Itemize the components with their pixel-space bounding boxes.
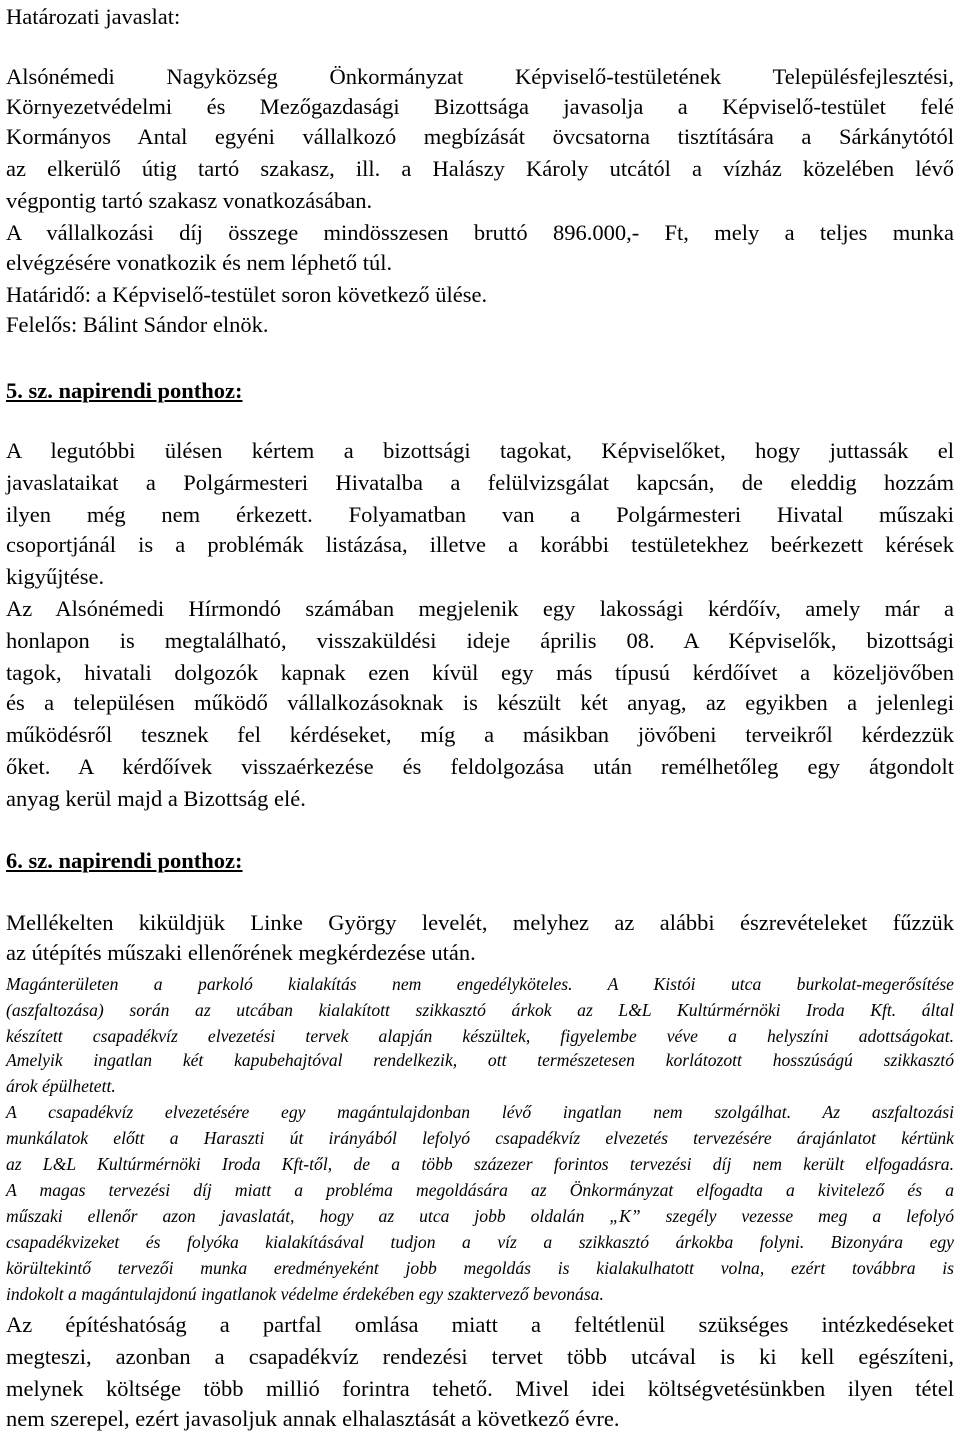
closing-line: megteszi, azonban a csapadékvíz rendezési tervet több utcával is ki kell egészíteni,: [6, 1344, 954, 1369]
deadline-line: Határidő: a Képviselő-testület soron következő ülése.: [6, 282, 488, 307]
resolution-line: Alsónémedi Nagyközség Önkormányzat Képviselő-testületének Településfejlesztési,: [6, 64, 954, 89]
closing-line: nem szerepel, ezért javasoljuk annak elhalasztását a következő évre.: [6, 1406, 620, 1431]
resolution-line: elvégzésére vonatkozik és nem léphető túl.: [6, 250, 393, 275]
resolution-line: Környezetvédelmi és Mezőgazdasági Bizottsága javasolja a Képviselő-testület felé: [6, 94, 954, 119]
section-5-line: működésről tesznek fel kérdéseket, míg a másikban jövőbeni terveikről kérdezzük: [6, 722, 954, 747]
italic-note-line: műszaki ellenőr azon javaslatát, hogy az utca jobb oldalán „K” szegély vezesse meg a lefolyó: [6, 1206, 954, 1226]
section-5-line: és a településen működő vállalkozásoknak is készült két anyag, az egyikben a jelenlegi: [6, 690, 954, 715]
resolution-line: az elkerülő útig tartó szakasz, ill. a Halászy Károly utcától a vízház közelében lévő: [6, 156, 954, 181]
section-5-line: kigyűjtése.: [6, 564, 105, 589]
section-5-line: csoportjánál is a problémák listázása, illetve a korábbi testületekhez beérkezett kérések: [6, 532, 954, 557]
italic-note-line: az L&L Kultúrmérnöki Iroda Kft-től, de a több százezer forintos tervezési díj nem került elfogadásra.: [6, 1154, 954, 1174]
italic-note-line: A csapadékvíz elvezetésére egy magántulajdonban lévő ingatlan nem szolgálhat. Az aszfaltozási: [6, 1102, 954, 1122]
section-5-line: ilyen még nem érkezett. Folyamatban van a Polgármesteri Hivatal műszaki: [6, 502, 954, 527]
section-6-line: az útépítés műszaki ellenőrének megkérdezése után.: [6, 940, 476, 965]
italic-note-line: Magánterületen a parkoló kialakítás nem engedélyköteles. A Kistói utca burkolat-megerősítése: [6, 974, 954, 994]
italic-note-line: indokolt a magántulajdonú ingatlanok védelme érdekében egy szaktervező bevonása.: [6, 1284, 604, 1304]
closing-line: melynek költsége több millió forintra tehető. Mivel idei költségvetésünkben ilyen tétel: [6, 1376, 954, 1401]
section-5-line: javaslataikat a Polgármesteri Hivatalba a felülvizsgálat kapcsán, de eleddig hozzám: [6, 470, 954, 495]
responsible-line: Felelős: Bálint Sándor elnök.: [6, 312, 269, 337]
section-5-line: A legutóbbi ülésen kértem a bizottsági tagokat, Képviselőket, hogy juttassák el: [6, 438, 954, 463]
resolution-line: A vállalkozási díj összege mindösszesen bruttó 896.000,- Ft, mely a teljes munka: [6, 220, 954, 245]
italic-note-line: A magas tervezési díj miatt a probléma megoldására az Önkormányzat elfogadta a kivitelező és a: [6, 1180, 954, 1200]
section-5-line: honlapon is megtalálható, visszaküldési ideje április 08. A Képviselők, bizottsági: [6, 628, 954, 653]
italic-note-line: Amelyik ingatlan két kapubehajtóval rendelkezik, ott természetesen korlátozott hosszúságú szikkasztó: [6, 1050, 954, 1070]
italic-note-line: (aszfaltozása) során az utcában kialakított szikkasztó árkok az L&L Kultúrmérnöki Iroda Kft. által: [6, 1000, 954, 1020]
closing-line: Az építéshatóság a partfal omlása miatt a feltétlenül szükséges intézkedéseket: [6, 1312, 954, 1337]
italic-note-line: árok épülhetett.: [6, 1076, 116, 1096]
italic-note-line: munkálatok előtt a Haraszti út irányából lefolyó csapadékvíz elvezetés tervezésére árajánlatot kértünk: [6, 1128, 954, 1148]
italic-note-line: készített csapadékvíz elvezetési tervek alapján készültek, figyelembe véve a helyszíni adottságokat.: [6, 1026, 954, 1046]
section-6-line: Mellékelten kiküldjük Linke György levelét, melyhez az alábbi észrevételeket fűzzük: [6, 910, 954, 935]
resolution-line: Kormányos Antal egyéni vállalkozó megbízását övcsatorna tisztítására a Sárkánytótól: [6, 124, 954, 149]
section-5-line: anyag kerül majd a Bizottság elé.: [6, 786, 306, 811]
resolution-line: végpontig tartó szakasz vonatkozásában.: [6, 188, 373, 213]
section-5-line: Az Alsónémedi Hírmondó számában megjelenik egy lakossági kérdőív, amely már a: [6, 596, 954, 621]
section-5-heading: 5. sz. napirendi ponthoz:: [6, 378, 243, 403]
intro-title: Határozati javaslat:: [6, 4, 181, 29]
section-5-line: őket. A kérdőívek visszaérkezése és feldolgozása után remélhetőleg egy átgondolt: [6, 754, 954, 779]
italic-note-line: körültekintő tervezői munka eredményeként jobb megoldás is kialakulhatott volna, ezért továbbra is: [6, 1258, 954, 1278]
italic-note-line: csapadékvizeket és folyóka kialakításával tudjon a víz a szikkasztó árkokba folyni. Bizonyára egy: [6, 1232, 954, 1252]
section-5-line: tagok, hivatali dolgozók kapnak ezen kívül egy más típusú kérdőívet a közeljövőben: [6, 660, 954, 685]
section-6-heading: 6. sz. napirendi ponthoz:: [6, 848, 243, 873]
